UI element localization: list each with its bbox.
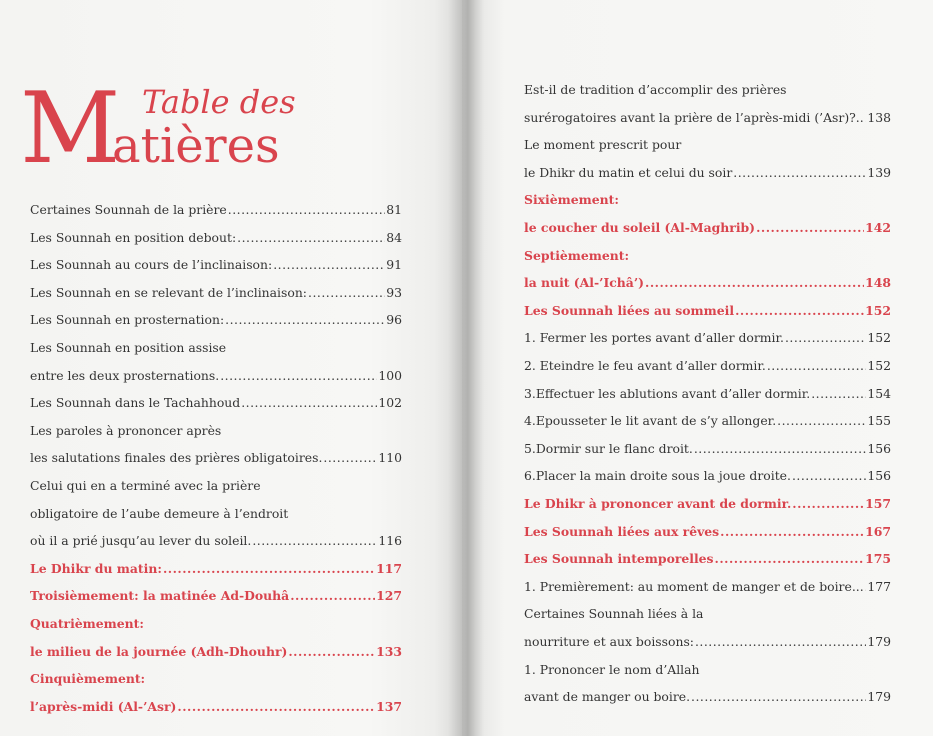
toc-entry [524, 386, 891, 401]
toc-entry-text: la nuit (Al-’Ichâ’) [524, 275, 645, 291]
toc-leader-dots [777, 413, 866, 428]
left-page [0, 0, 462, 736]
toc-entry [524, 524, 891, 539]
toc-entry-text: Troisièmement: la matinée Ad-Douhâ [30, 588, 290, 604]
toc-entry-text: Est-il de tradition d’accomplir des prières [524, 82, 787, 97]
toc-entry-text: 2. Eteindre le feu avant d’aller dormir. [524, 358, 766, 373]
toc-entry [30, 230, 402, 245]
toc-page-number: 84 [386, 229, 402, 245]
toc-entry-text: Les Sounnah en position assise [30, 340, 227, 355]
toc-leader-dots [811, 386, 866, 401]
toc-entry-text: 3.Effectuer les ablutions avant d’aller dormir. [524, 385, 811, 401]
toc-entry-text: obligatoire de l’aube demeure à l’endroit [30, 505, 289, 521]
title-initial: M [20, 72, 119, 186]
toc-page-number: 142 [865, 220, 891, 235]
toc-leader-dots [290, 588, 375, 603]
toc-entry-text: Les Sounnah liées au sommeil [524, 302, 735, 318]
right-page [462, 0, 933, 736]
toc-entry [524, 220, 891, 235]
toc-leader-dots [695, 634, 866, 649]
toc-entry-text: Les Sounnah en position debout: [30, 229, 237, 245]
toc-entry [524, 413, 891, 428]
toc-leader-dots [645, 275, 864, 290]
toc-entry [524, 110, 891, 125]
toc-leader-dots [785, 330, 866, 345]
title-script: Table des [142, 83, 296, 121]
toc-entry-text: 6.Placer la main droite sous la joue droite. [524, 468, 791, 484]
toc-page-number: 167 [865, 523, 891, 539]
toc-entry [30, 561, 402, 576]
toc-entry-text: l’après-midi (Al-’Asr) [30, 698, 177, 714]
toc-entry-text: 1. Premièrement: au moment de manger et de boire... [524, 578, 864, 594]
toc-entry-text: Quatrièmement: [30, 616, 144, 631]
toc-entry-text: 1. Prononcer le nom d’Allah [524, 661, 700, 677]
toc-entry [524, 275, 891, 290]
toc-page-number: 157 [865, 496, 891, 511]
toc-leader-dots [735, 303, 864, 318]
toc-entry [30, 312, 402, 327]
toc-entry-text: Les Sounnah intemporelles [524, 551, 714, 567]
toc-leader-dots [694, 441, 866, 456]
toc-page-number: 152 [867, 330, 891, 346]
toc-page-number: 96 [386, 312, 402, 328]
toc-entry [524, 358, 891, 373]
toc-leader-dots [252, 533, 377, 548]
toc-leader-dots [767, 358, 867, 373]
toc-leader-dots [288, 644, 375, 659]
toc-leader-dots [756, 220, 864, 235]
toc-page-number: 81 [386, 202, 402, 217]
toc-entry-text: Le Dhikr à prononcer avant de dormir. [524, 496, 792, 511]
toc-page-number: 93 [386, 284, 402, 300]
toc-entry [30, 450, 402, 465]
toc-entry [524, 303, 891, 318]
toc-entry-text: Certaines Sounnah liées à la [524, 606, 704, 622]
toc-entry [524, 551, 891, 566]
toc-leader-dots [163, 561, 375, 576]
toc-entry-text: Les Sounnah dans le Tachahhoud [30, 395, 241, 411]
toc-entry-text: 5.Dormir sur le flanc droit. [524, 440, 693, 456]
toc-page-number: 148 [865, 275, 891, 291]
toc-page-number: 177 [867, 578, 891, 594]
toc-entry-text: le milieu de la journée (Adh-Dhouhr) [30, 643, 288, 659]
toc-page-number: 133 [376, 643, 402, 659]
book-gutter-shadow [448, 0, 484, 736]
toc-leader-dots [237, 230, 385, 245]
toc-page-number: 138 [867, 109, 891, 125]
toc-leader-dots [792, 468, 866, 483]
toc-entry-text: Septièmement: [524, 247, 630, 263]
toc-entry-text: Le Dhikr du matin: [30, 560, 162, 576]
toc-page-number: 156 [867, 440, 891, 456]
toc-page-number: 152 [865, 302, 891, 318]
toc-entry-text: Les Sounnah liées aux rêves [524, 523, 720, 539]
toc-entry-text: nourriture et aux boissons: [524, 634, 694, 649]
toc-entry-text: 1. Fermer les portes avant d’aller dormir. [524, 330, 784, 346]
toc-page-number: 156 [867, 468, 891, 484]
toc-leader-dots [865, 110, 867, 125]
toc-entry-text: le Dhikr du matin et celui du soir [524, 164, 733, 180]
toc-leader-dots [225, 312, 385, 327]
toc-entry-text: le coucher du soleil (Al-Maghrib) [524, 220, 756, 235]
toc-entry [524, 468, 891, 483]
toc-leader-dots [715, 551, 865, 566]
toc-entry [524, 441, 891, 456]
toc-entry [30, 533, 402, 548]
toc-leader-dots [323, 450, 377, 465]
toc-entry-text: Le moment prescrit pour [524, 137, 682, 153]
toc-leader-dots [177, 699, 375, 714]
toc-page-number: 110 [378, 450, 402, 466]
toc-entry-text: Certaines Sounnah de la prière [30, 202, 227, 217]
toc-page-number: 91 [386, 257, 402, 273]
toc-page-number: 116 [378, 533, 402, 549]
toc-entry [30, 368, 402, 383]
toc-entry-text: Les Sounnah en prosternation: [30, 312, 225, 328]
toc-leader-dots [865, 579, 867, 594]
toc-entry [524, 689, 891, 704]
toc-entry [30, 644, 402, 659]
toc-entry [524, 634, 891, 649]
toc-entry [30, 699, 402, 714]
toc-page-number: 117 [376, 560, 402, 576]
toc-entry [524, 165, 891, 180]
toc-entry [30, 257, 402, 272]
toc-leader-dots [220, 368, 377, 383]
toc-page-number: 179 [867, 689, 891, 705]
toc-leader-dots [308, 285, 385, 300]
toc-entry-text: Les paroles à prononcer après [30, 422, 222, 438]
toc-entry [30, 395, 402, 410]
toc-page-number: 154 [867, 385, 891, 401]
toc-entry-text: 4.Epousseter le lit avant de s’y allonger. [524, 413, 777, 429]
toc-page-number: 102 [378, 395, 402, 411]
toc-page-number: 137 [376, 698, 402, 714]
toc-leader-dots [228, 202, 385, 217]
toc-page-number: 100 [378, 367, 402, 383]
toc-entry [524, 496, 891, 511]
toc-entry-text: Les Sounnah au cours de l’inclinaison: [30, 257, 273, 273]
toc-entry-text: où il a prié jusqu’au lever du soleil. [30, 533, 252, 549]
toc-entry-text: Celui qui en a terminé avec la prière [30, 478, 261, 493]
toc-entry [30, 202, 402, 217]
toc-leader-dots [691, 689, 866, 704]
toc-entry-text: Cinquièmement: [30, 671, 146, 687]
toc-page-number: 139 [867, 164, 891, 180]
toc-entry-text: entre les deux prosternations. [30, 367, 220, 383]
toc-page-number: 155 [867, 413, 891, 429]
toc-entry-text: Les Sounnah en se relevant de l’inclinaison: [30, 284, 307, 300]
toc-leader-dots [733, 165, 866, 180]
toc-leader-dots [720, 524, 864, 539]
toc-leader-dots [792, 496, 864, 511]
toc-entry-text: Sixièmement: [524, 192, 619, 208]
title-rest: atières [112, 118, 280, 174]
toc-entry [524, 330, 891, 345]
toc-entry-text: surérogatoires avant la prière de l’après-midi (’Asr)?.. [524, 109, 864, 125]
toc-page-number: 175 [865, 551, 891, 567]
toc-page-number: 127 [376, 588, 402, 604]
toc-entry-text: avant de manger ou boire. [524, 689, 691, 705]
toc-entry [30, 588, 402, 603]
toc-entry [524, 579, 891, 594]
toc-entry [30, 285, 402, 300]
toc-page-number: 179 [867, 634, 891, 649]
toc-entry-text: les salutations finales des prières obligatoires. [30, 450, 323, 466]
toc-leader-dots [273, 257, 385, 272]
toc-page-number: 152 [867, 358, 891, 373]
toc-leader-dots [241, 395, 377, 410]
